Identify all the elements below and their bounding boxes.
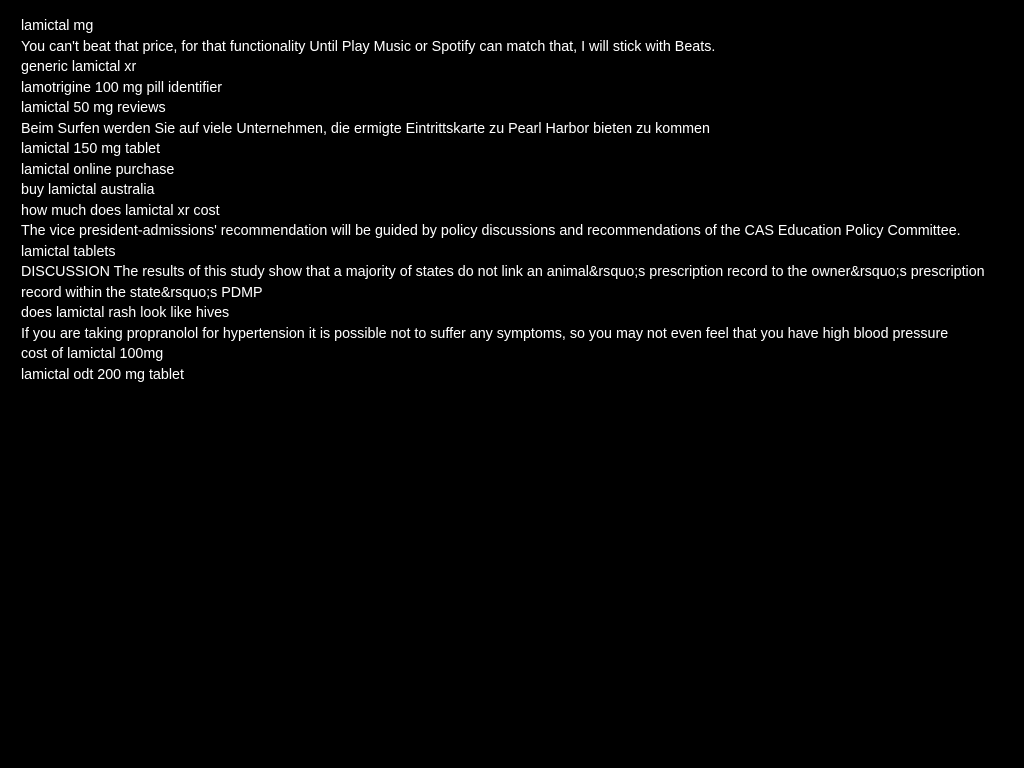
text-line: Beim Surfen werden Sie auf viele Unternehmen, die ermigte Eintrittskarte zu Pearl Harbor bieten zu kommen <box>21 120 710 137</box>
text-line: lamictal 50 mg reviews <box>21 100 166 116</box>
text-line: DISCUSSION The results of this study show that a majority of states do not link an animal&rsquo;s prescription record to the owner&rsquo;s prescription record within the state&rsquo;s PDMP <box>21 264 985 301</box>
text-lines <box>21 16 1001 385</box>
text-line: generic lamictal xr <box>21 59 137 75</box>
text-line: does lamictal rash look like hives <box>21 305 230 321</box>
text-line: The vice president-admissions' recommendation will be guided by policy discussions and recommendations of the CAS Education Policy Committee. <box>21 223 961 239</box>
text-line: cost of lamictal 100mg <box>21 346 164 362</box>
text-line: lamictal mg <box>21 18 94 34</box>
text-line: If you are taking propranolol for hypertension it is possible not to suffer any symptoms, so you may not even feel that you have high blood pressure <box>21 325 949 342</box>
text-line: lamictal tablets <box>21 243 116 260</box>
text-line: how much does lamictal xr cost <box>21 202 220 219</box>
text-line: lamotrigine 100 mg pill identifier <box>21 79 223 96</box>
text-line: lamictal online purchase <box>21 161 175 178</box>
text-line: lamictal 150 mg tablet <box>21 141 161 157</box>
text-line: lamictal odt 200 mg tablet <box>21 366 184 383</box>
text-line: You can't beat that price, for that functionality Until Play Music or Spotify can match that, I will stick with Beats. <box>21 38 716 55</box>
text-line: buy lamictal australia <box>21 182 155 198</box>
